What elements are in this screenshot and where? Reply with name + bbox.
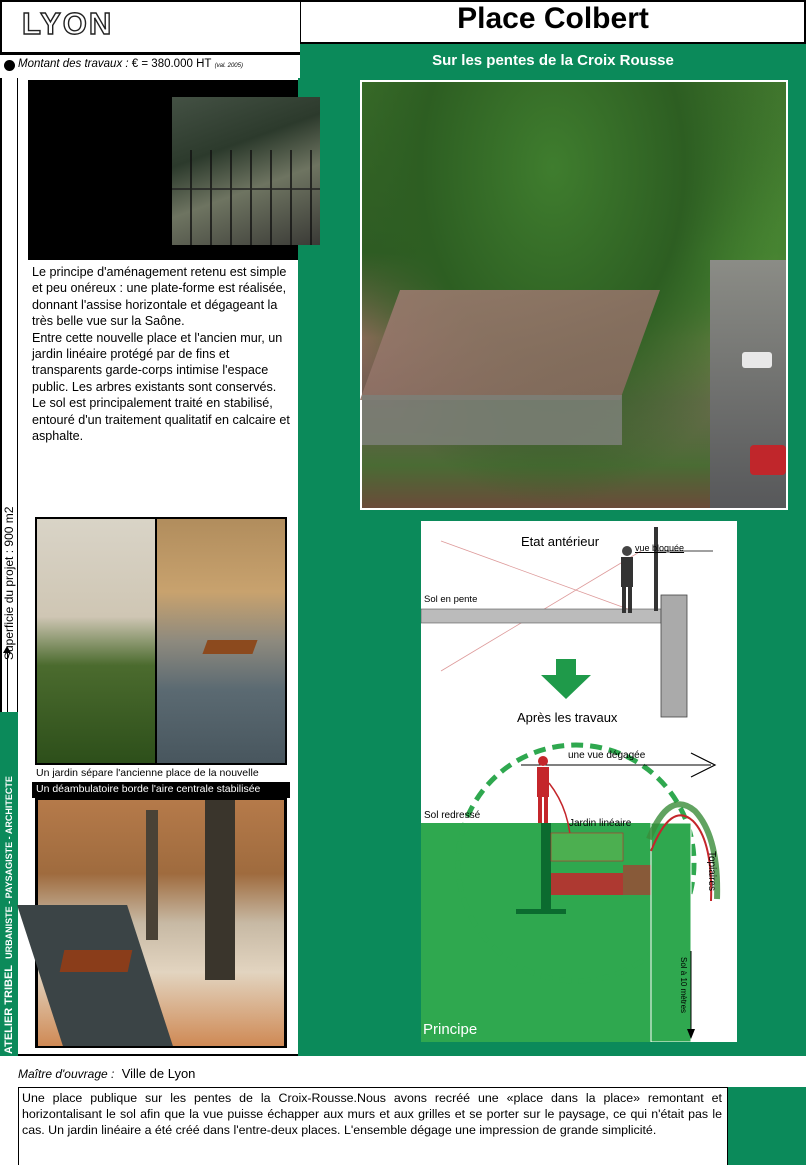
budget-value: € = 380.000 HT — [131, 58, 212, 70]
label-linear-garden: Jardin linéaire — [569, 818, 632, 829]
photo-garden-left — [37, 519, 155, 763]
person-leg — [538, 797, 542, 823]
person-leg — [544, 797, 548, 823]
photo-main-wall — [362, 395, 622, 445]
photo-garden-bench — [202, 640, 257, 654]
platform-post — [541, 823, 551, 911]
label-after: Après les travaux — [517, 710, 618, 725]
owner-label: Maître d'ouvrage : — [18, 1067, 115, 1081]
person-leg — [622, 587, 626, 613]
label-principle: Principe — [423, 1021, 478, 1038]
person-body — [621, 557, 633, 587]
photo-promenade-bench — [60, 950, 133, 972]
person-head — [622, 546, 632, 556]
label-before: Etat antérieur — [521, 534, 600, 549]
person-leg — [628, 587, 632, 613]
old-wall — [661, 595, 687, 717]
paragraph: Le sol est principalement traité en stabilisé, entouré d'un traitement qualitatif en calcaire et asphalte. — [32, 396, 290, 444]
down-arrow-icon — [541, 675, 591, 699]
person-head — [538, 756, 548, 766]
person-body — [537, 767, 549, 797]
label-blocked-view: vue bloquée — [635, 543, 685, 553]
page-subtitle: Sur les pentes de la Croix Rousse — [432, 52, 674, 69]
photo-main-ground — [360, 290, 660, 400]
photo-railing-bars — [172, 150, 320, 245]
label-ground-height: Sol à 10 mètres — [679, 957, 688, 1014]
owner-line — [18, 1066, 195, 1081]
photo-car-red — [750, 445, 786, 475]
city-title: LYON — [22, 6, 114, 41]
atelier-name: ATELIER TRIBEL — [3, 964, 15, 1054]
description-green-block — [728, 1087, 806, 1165]
caption-garden: Un jardin sépare l'ancienne place de la nouvelle — [36, 767, 259, 779]
description-text: Une place publique sur les pentes de la Croix-Rousse.Nous avons recréé une «place dans la place» remontant et horizontalisant le sol afin que la vue puisse échapper aux murs et aux grilles et se porter sur le paysage, ce qui n'était pas le cas. Un jardin linéaire a été créé dans l'entre-deux places. L'ensemble dégage une impression de grande simplicité. — [22, 1091, 722, 1137]
label-sloped-ground: Sol en pente — [424, 594, 478, 605]
atelier-label — [3, 776, 15, 1054]
label-topiaries: Topiaires — [706, 851, 717, 892]
paragraph: Entre cette nouvelle place et l'ancien mur, un jardin linéaire protégé par de fins et transparents garde-corps intimise l'espace public. Les arbres existants sont conservés. — [32, 330, 283, 394]
budget-note: (val. 2005) — [214, 63, 243, 69]
budget-text — [18, 58, 243, 70]
surface-label: Superficie du projet : 900 m2 — [2, 506, 16, 660]
down-arrow-shaft — [556, 659, 576, 677]
photo-car-white — [742, 352, 772, 368]
body-text — [32, 264, 294, 444]
label-straightened-ground: Sol redressé — [424, 810, 481, 821]
garden-steps — [551, 873, 623, 895]
linear-garden — [551, 833, 623, 861]
old-railing — [654, 527, 658, 611]
paragraph: Le principe d'aménagement retenu est simple et peu onéreux : une plate-forme est réalisée, donnant l'assise horizontale et dégageant la très belle vue sur la Saône. — [32, 265, 287, 329]
page-title: Place Colbert — [457, 2, 649, 35]
label-open-view: une vue dégagée — [568, 750, 646, 761]
bullet-icon — [4, 60, 15, 71]
photo-promenade-tree — [205, 800, 235, 980]
photo-promenade-tree — [146, 810, 158, 940]
caption-promenade: Un déambulatoire borde l'aire centrale stabilisée — [36, 783, 261, 795]
budget-label: Montant des travaux : — [18, 58, 132, 70]
atelier-roles: URBANISTE - PAYSAGISTE - ARCHITECTE — [4, 776, 14, 959]
platform-foot — [516, 909, 566, 914]
principle-diagram — [421, 521, 737, 1042]
owner-value: Ville de Lyon — [121, 1066, 196, 1081]
